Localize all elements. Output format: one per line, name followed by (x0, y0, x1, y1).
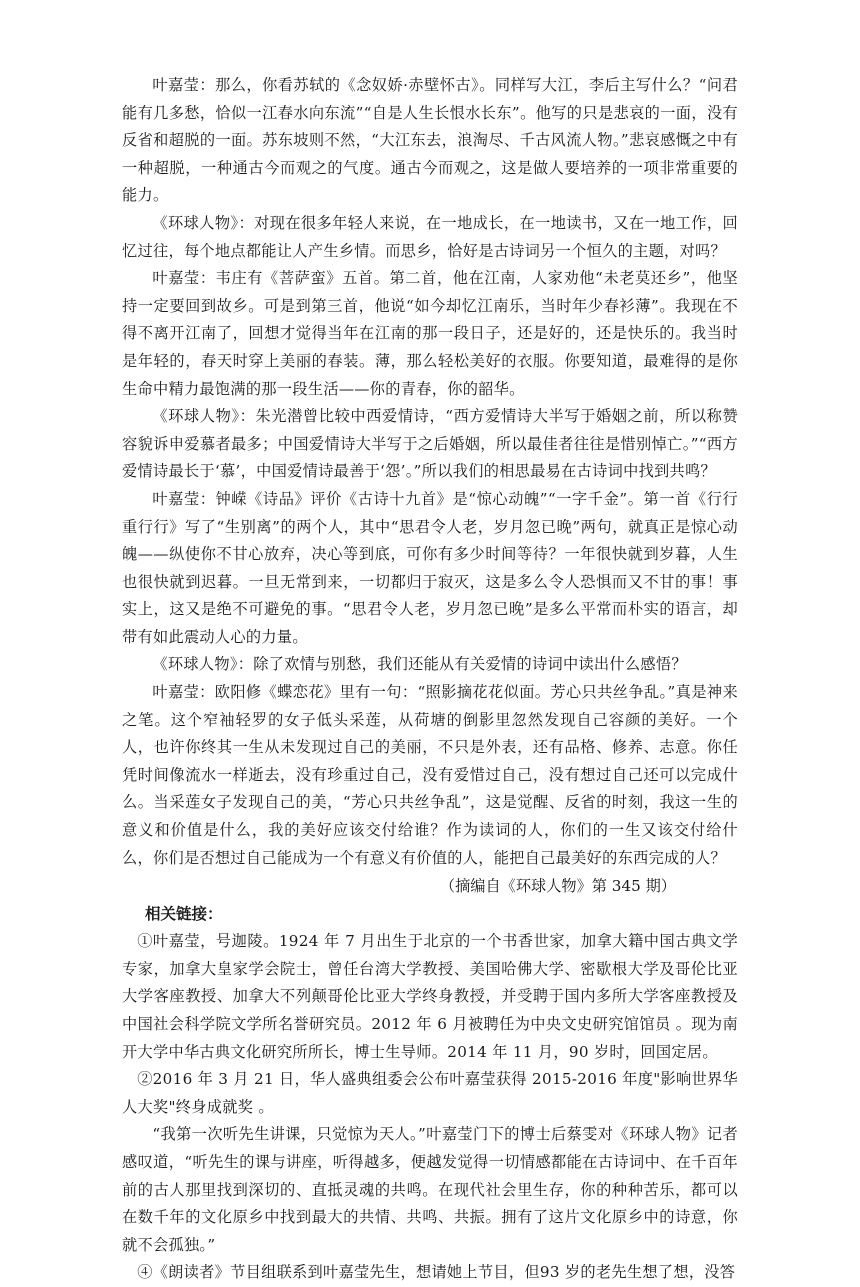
article-paragraph-2: 《环球人物》：对现在很多年轻人来说，在一地成长，在一地读书，又在一地工作，回忆过往，每个地点都能让人产生乡情。而思乡，恰好是古诗词另一个恒久的主题，对吗？ (122, 213, 738, 260)
related-link-item-1: ①叶嘉莹，号迦陵。1924 年 7 月出生于北京的一个书香世家，加拿大籍中国古典文学专家，加拿大皇家学会院士，曾任台湾大学教授、美国哈佛大学、密歇根大学及哥伦比亚大学客座教授、加拿大不列颠哥伦比亚大学终身教授，并受聘于国内多所大学客座教授及中国社会科学院文学所名誉研究员。2012 年 6 月被聘任为中央文史研究馆馆员 。现为南开大学中华古典文化研究所所长，博士生导师。2014 年 11 月，90 岁时，回国定居。 (122, 932, 738, 1061)
article-paragraph-3: 叶嘉莹：韦庄有《菩萨蛮》五首。第二首，他在江南，人家劝他“未老莫还乡”，他坚持一定要回到故乡。可是到第三首，他说“如今却忆江南乐，当时年少春衫薄”。我现在不得不离开江南了，回想才觉得当年在江南的那一段日子，还是好的，还是快乐的。我当时是年轻的，春天时穿上美丽的春装。薄，那么轻松美好的衣服。你要知道，最难得的是你生命中精力最饱满的那一段生活——你的青春，你的韶华。 (122, 269, 738, 398)
article-paragraph-5: 叶嘉莹：钟嵘《诗品》评价《古诗十九首》是“惊心动魄”“一字千金”。第一首《行行重行行》写了“生别离”的两个人，其中“思君令人老，岁月忽已晚”两句，就真正是惊心动魄——纵使你不甘心放弃，决心等到底，可你有多少时间等待？一年很快就到岁暮，人生也很快就到迟暮。一旦无常到来，一切都归于寂灭，这是多么令人恐惧而又不甘的事！事实上，这又是绝不可避免的事。“思君令人老，岁月忽已晚”是多么平常而朴实的语言，却带有如此震动人心的力量。 (122, 489, 738, 646)
related-links-heading: 相关链接： (145, 905, 223, 924)
article-paragraph-1: 叶嘉莹：那么，你看苏轼的《念奴娇·赤壁怀古》。同样写大江，李后主写什么？“问君能有几多愁，恰似一江春水向东流”“自是人生长恨水长东”。他写的只是悲哀的一面，没有反省和超脱的一面。苏东坡则不然，“大江东去，浪淘尽、千古风流人物。”悲哀感慨之中有一种超脱，一种通古今而观之的气度。通古今而观之，这是做人要培养的一项非常重要的能力。 (122, 76, 738, 205)
article-paragraph-7: 叶嘉莹：欧阳修《蝶恋花》里有一句：“照影摘花花似面。芳心只共丝争乱。”真是神来之笔。这个窄袖轻罗的女子低头采莲，从荷塘的倒影里忽然发现自己容颜的美好。一个人，也许你终其一生从未发现过自己的美丽，不只是外表，还有品格、修养、志意。你任凭时间像流水一样逝去，没有珍重过自己，没有爱惜过自己，没有想过自己还可以完成什么。当采莲女子发现自己的美，“芳心只共丝争乱”，这是觉醒、反省的时刻，我这一生的意义和价值是什么，我的美好应该交付给谁？作为读词的人，你们的一生又该交付给什么，你们是否想过自己能成为一个有意义有价值的人，能把自己最美好的东西完成的人？ (122, 683, 738, 867)
document-page (122, 72, 738, 1287)
article-paragraph-6: 《环球人物》：除了欢情与别愁，我们还能从有关爱情的诗词中读出什么感悟？ (152, 655, 687, 674)
article-source: （摘编自《环球人物》第 345 期） (439, 877, 676, 896)
article-paragraph-4: 《环球人物》：朱光潜曾比较中西爱情诗，“西方爱情诗大半写于婚姻之前，所以称赞容貌诉申爱慕者最多；中国爱情诗大半写于之后婚姻，所以最佳者往往是惜别悼亡。”“西方爱情诗最长于‘慕’，中国爱情诗最善于‘怨’。”所以我们的相思最易在古诗词中找到共鸣？ (122, 407, 738, 481)
related-link-item-3: “我第一次听先生讲课，只觉惊为天人。”叶嘉莹门下的博士后蔡雯对《环球人物》记者感叹道，“听先生的课与讲座，听得越多，便越发觉得一切情感都能在古诗词中、在千百年前的古人那里找到深切的、直抵灵魂的共鸣。在现代社会里生存，你的种种苦乐，都可以在数千年的文化原乡中找到最大的共情、共鸣、共振。拥有了这片文化原乡中的诗意，你就不会孤独。” (122, 1125, 738, 1254)
related-link-item-4: ④《朗读者》节目组联系到叶嘉莹先生，想请她上节目，但93 岁的老先生想了想，没答 (137, 1263, 736, 1282)
related-link-item-2: ②2016 年 3 月 21 日，华人盛典组委会公布叶嘉莹获得 2015-2016 年度"影响世界华人大奖"终身成就奖 。 (122, 1070, 738, 1116)
